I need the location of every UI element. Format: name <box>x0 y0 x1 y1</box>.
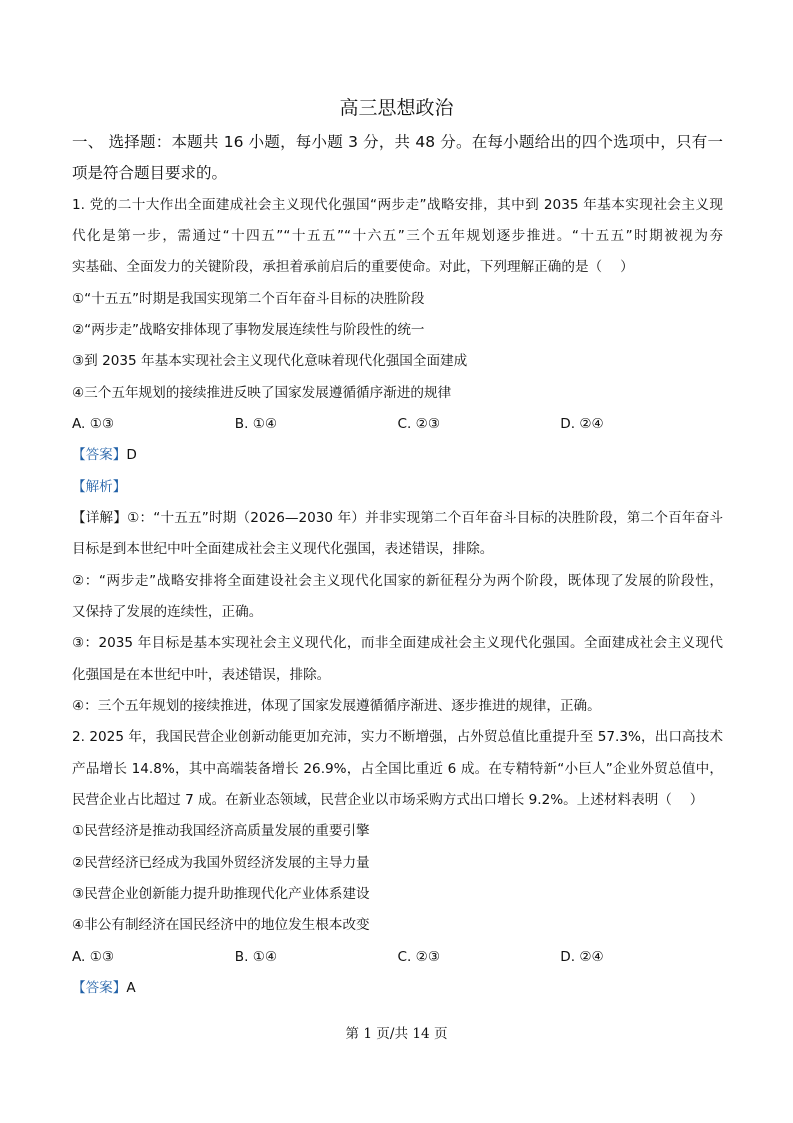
answer-value: D <box>126 447 137 464</box>
analysis-label: 【解析】 <box>72 478 127 495</box>
section-line: 项是符合题目要求的。 <box>72 164 228 183</box>
detail-line: 化强国是在本世纪中叶，表述错误，排除。 <box>72 666 331 683</box>
statement: ④三个五年规划的接续推进反映了国家发展遵循循序渐进的规律 <box>72 384 452 401</box>
question-1 <box>72 190 723 723</box>
detail-line: ③：2035 年目标是基本实现社会主义现代化，而非全面建成社会主义现代化强国。全面建成社会主义现代 <box>72 635 723 652</box>
detail-line: 又保持了发展的连续性，正确。 <box>72 603 263 620</box>
answer-line <box>72 973 723 1004</box>
statement: ①民营经济是推动我国经济高质量发展的重要引擎 <box>72 823 370 840</box>
option-d: D. ②④ <box>560 415 604 432</box>
option-a: A. ①③ <box>72 948 115 965</box>
option-c: C. ②③ <box>397 415 441 432</box>
option-c: C. ②③ <box>397 948 441 965</box>
section-line: 一、 选择题：本题共 16 小题，每小题 3 分，共 48 分。在每小题给出的四个选项中，只有一 <box>72 133 723 151</box>
statement: ④非公有制经济在国民经济中的地位发生根本改变 <box>72 917 370 934</box>
question-2 <box>72 722 723 1004</box>
statement: ②民营经济已经成为我国外贸经济发展的主导力量 <box>72 854 370 871</box>
options-row <box>72 942 723 973</box>
option-b: B. ①④ <box>234 948 278 965</box>
statement: ③民营企业创新能力提升助推现代化产业体系建设 <box>72 885 370 902</box>
statement: ③到 2035 年基本实现社会主义现代化意味着现代化强国全面建成 <box>72 353 468 370</box>
detail-text: ①：“十五五”时期（2026—2030 年）并非实现第二个百年奋斗目标的决胜阶段，第二个百年奋斗 <box>127 509 723 526</box>
question-stem-line: 产品增长 14.8%，其中高端装备增长 26.9%，占全国比重近 6 成。在专精特新“小巨人”企业外贸总值中， <box>72 760 723 777</box>
detail-line: ④：三个五年规划的接续推进，体现了国家发展遵循循序渐进、逐步推进的规律，正确。 <box>72 697 601 714</box>
option-b: B. ①④ <box>234 415 278 432</box>
answer-label: 【答案】 <box>72 979 127 996</box>
question-stem-line: 代化是第一步，需通过“十四五”“十五五”“十六五”三个五年规划逐步推进。“十五五”时期被视为夯 <box>72 227 723 244</box>
detail-line: 目标是到本世纪中叶全面建成社会主义现代化强国，表述错误，排除。 <box>72 541 494 558</box>
detail-line <box>72 503 723 534</box>
question-stem-line: 2. 2025 年，我国民营企业创新动能更加充沛，实力不断增强，占外贸总值比重提升至 57.3%，出口高技术 <box>72 729 723 746</box>
page-title: 高三思想政治 <box>339 97 454 119</box>
answer-line <box>72 440 723 471</box>
statement: ②“两步走”战略安排体现了事物发展连续性与阶段性的统一 <box>72 321 425 338</box>
section-heading <box>72 127 723 190</box>
analysis-line <box>72 472 723 503</box>
answer-value: A <box>126 979 136 996</box>
options-row <box>72 409 723 440</box>
detail-label: 【详解】 <box>72 509 128 526</box>
statement: ①“十五五”时期是我国实现第二个百年奋斗目标的决胜阶段 <box>72 290 425 307</box>
option-d: D. ②④ <box>560 948 604 965</box>
detail-line: ②：“两步走”战略安排将全面建设社会主义现代化国家的新征程分为两个阶段，既体现了发展的阶段性， <box>72 572 723 589</box>
question-stem-line: 1. 党的二十大作出全面建成社会主义现代化强国“两步走”战略安排，其中到 2035 年基本实现社会主义现 <box>72 196 723 213</box>
document-body <box>72 127 723 1004</box>
question-stem-line: 实基础、全面发力的关键阶段，承担着承前启后的重要使命。对此，下列理解正确的是（ ） <box>72 259 634 276</box>
answer-label: 【答案】 <box>72 447 127 464</box>
option-a: A. ①③ <box>72 415 115 432</box>
page-footer: 第 1 页/共 14 页 <box>345 1026 448 1042</box>
question-stem-line: 民营企业占比超过 7 成。在新业态领域，民营企业以市场采购方式出口增长 9.2%。上述材料表明（ ） <box>72 791 704 808</box>
